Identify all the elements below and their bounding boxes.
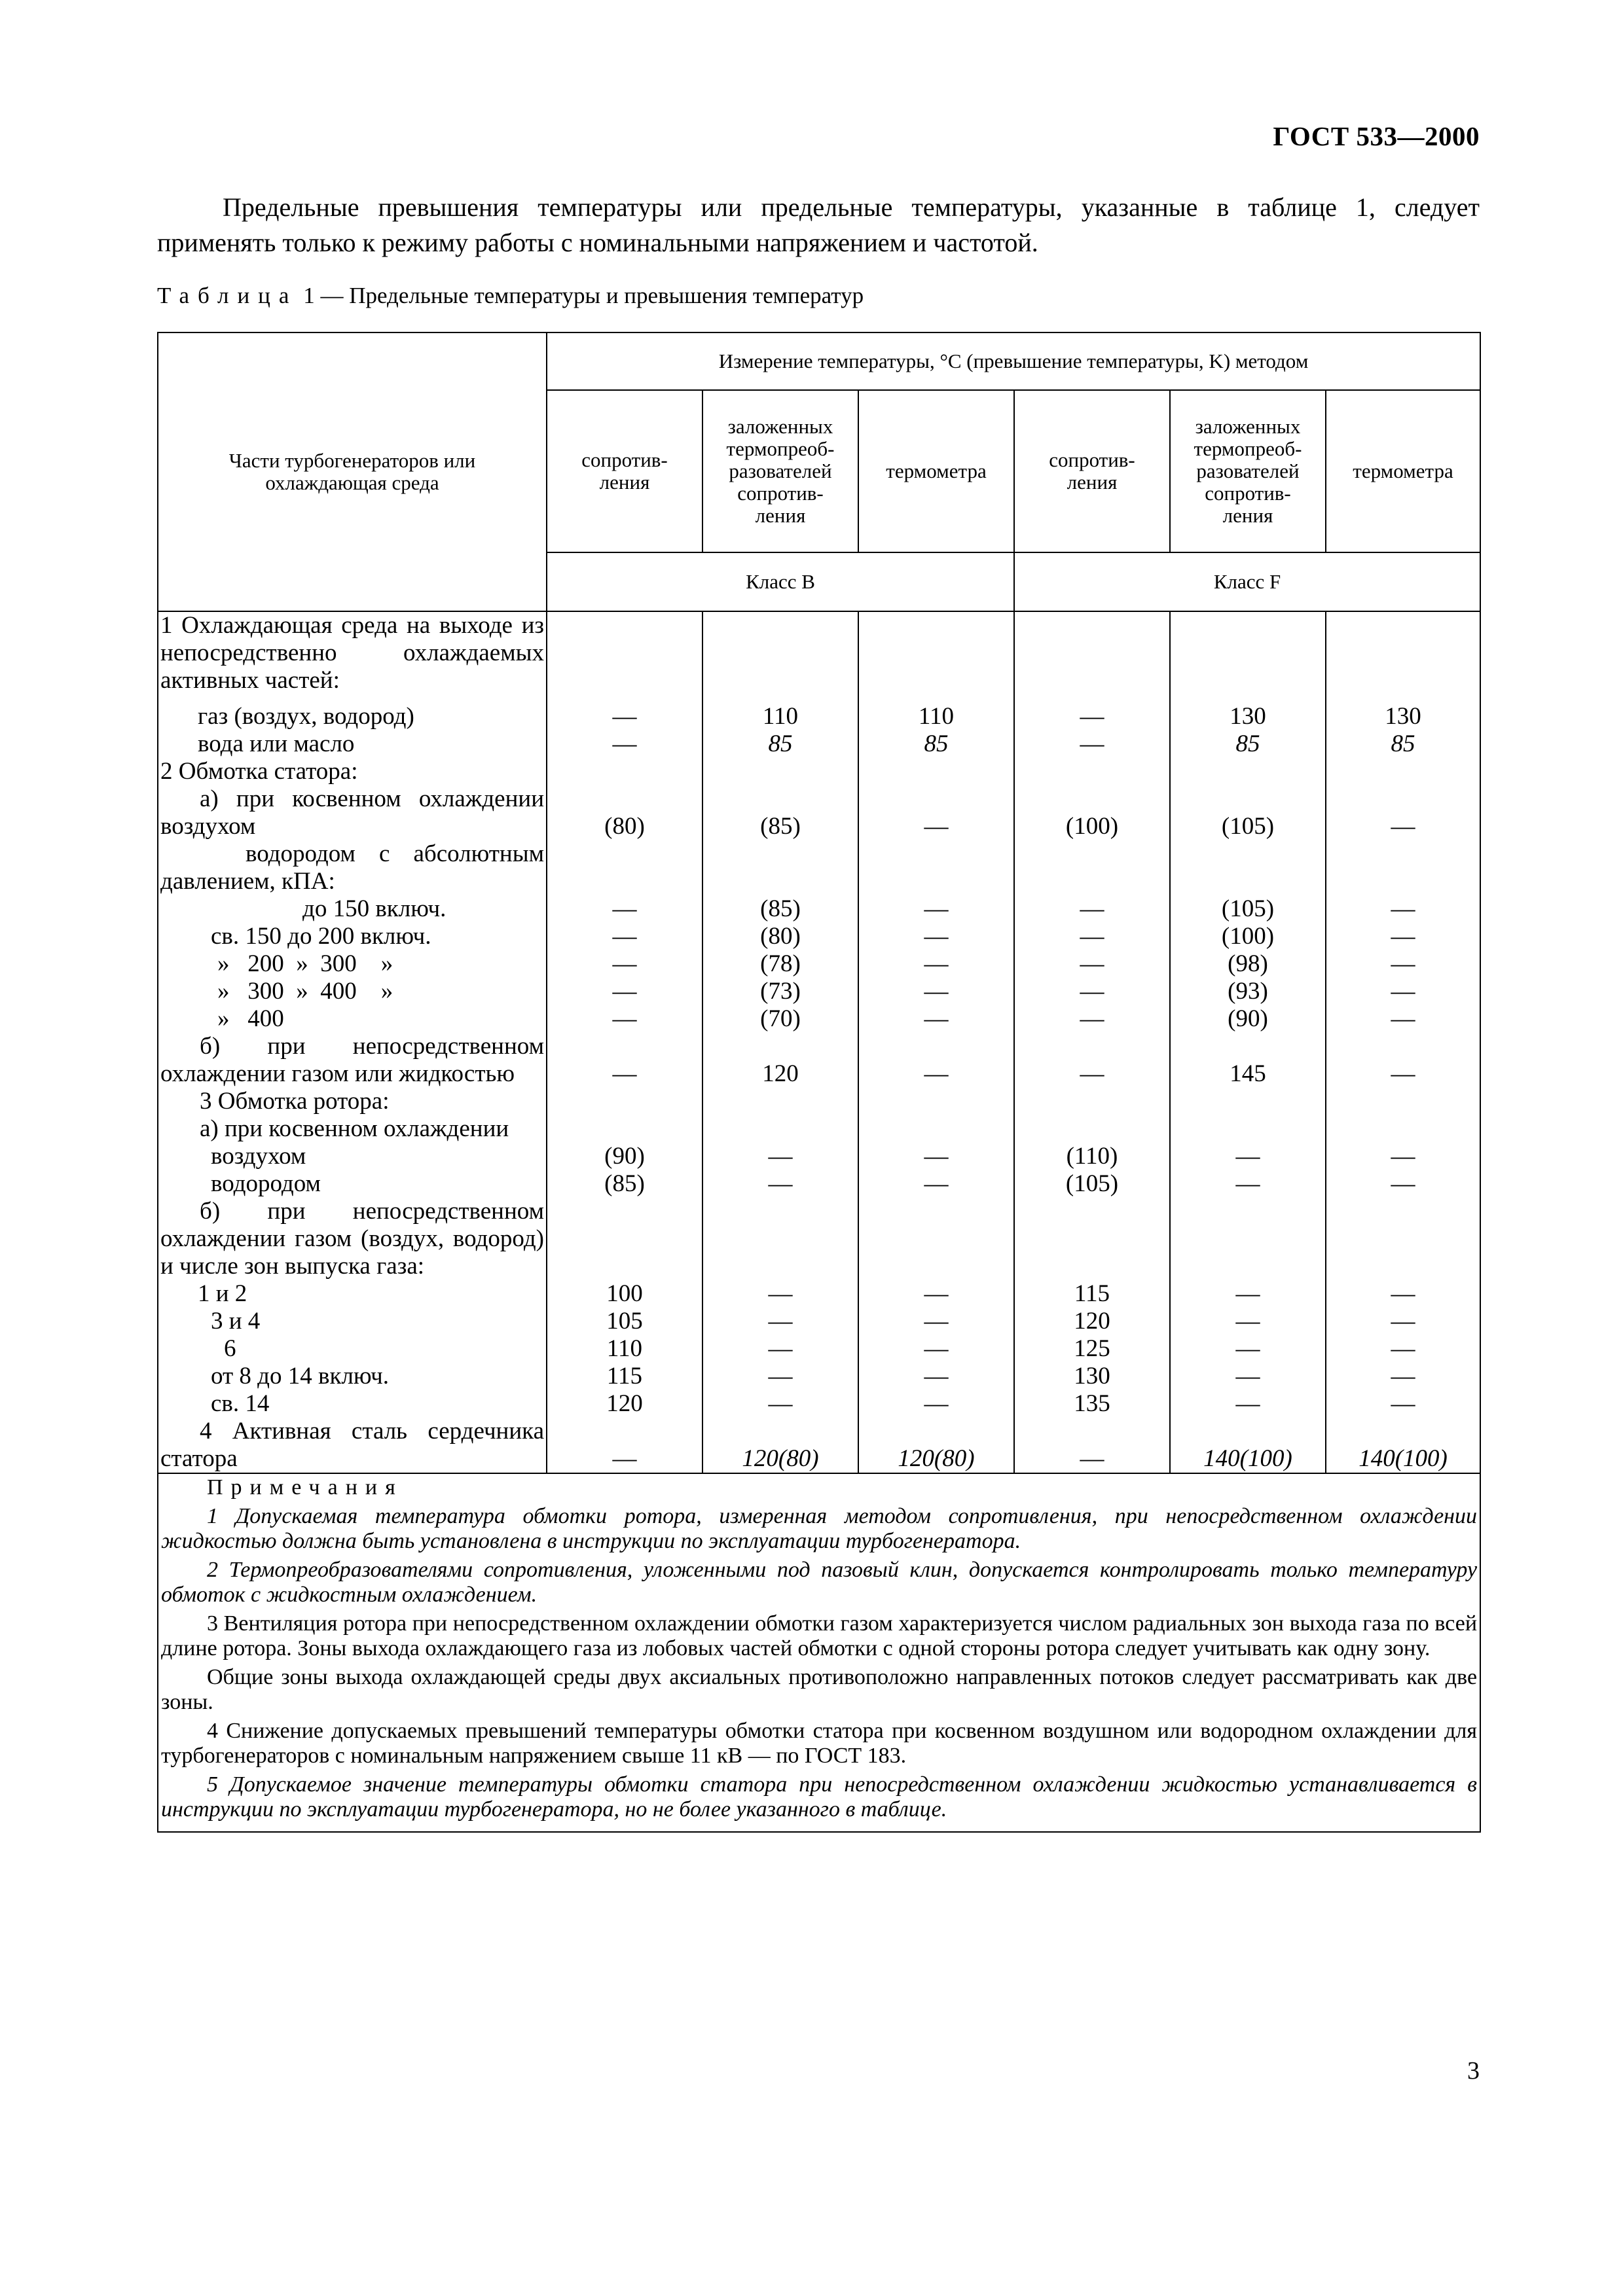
value-cell: — [1326,1390,1480,1418]
table-row [158,1198,1480,1280]
value-cell: — [702,1390,858,1418]
value-cell [858,840,1014,895]
row-label: вода или масло [158,730,547,758]
value-cell [702,611,858,703]
col-thermometer-f: термометра [1326,390,1480,552]
value-cell: 130 [1170,703,1326,730]
note-5: 5 Допускаемое значение температуры обмотки статора при непосредственном охлаждении жидкостью устанавливается в инструкции по эксплуатации турбогенератора, но не более указанного в таблице. [161,1772,1478,1821]
note-4: 4 Снижение допускаемых превышений температуры обмотки статора при косвенном воздушном или водородном охлаждении для турбогенераторов с номинальным напряжением свыше 11 кВ — по ГОСТ 183. [161,1719,1478,1768]
value-cell: — [1170,1170,1326,1198]
value-cell: — [858,1170,1014,1198]
value-cell [858,1115,1014,1143]
value-cell: — [547,978,702,1005]
value-cell [547,1088,702,1115]
note-3: 3 Вентиляция ротора при непосредственном охлаждении обмотки газом характеризуется числом радиальных зон выхода газа по всей длине ротора. Зоны выхода охлаждающего газа из лобовых частей обмотки с одной стороны ротора следует учитывать как одну зону. [161,1611,1478,1660]
value-cell: — [1326,1170,1480,1198]
row-label: а) при косвенном охлаждении воздухом [158,785,547,840]
value-cell: — [547,1033,702,1088]
value-cell: — [858,785,1014,840]
value-cell: — [547,1005,702,1033]
value-cell [1170,1115,1326,1143]
value-cell [1326,1198,1480,1280]
table-row [158,1088,1480,1115]
value-cell: — [547,703,702,730]
row-label: 3 Обмотка ротора: [158,1088,547,1115]
value-cell: — [1326,1143,1480,1170]
row-label: 1 и 2 [158,1280,547,1308]
col-thermometer-b: термометра [858,390,1014,552]
value-cell [1326,611,1480,703]
value-cell: (85) [547,1170,702,1198]
value-cell: — [858,1308,1014,1335]
intro-paragraph: Предельные превышения температуры или предельные температуры, указанные в таблице 1, следует применять только к режиму работы с номинальными напряжением и частотой. [157,192,1480,257]
table-row [158,1143,1480,1170]
value-cell: — [547,730,702,758]
value-cell [1014,840,1170,895]
table-row [158,1280,1480,1308]
value-cell [1014,611,1170,703]
value-cell [1170,758,1326,785]
table-row [158,895,1480,923]
row-label: б) при непосредственном охлаждении газом (воздух, водород) и числе зон выпуска газа: [158,1198,547,1280]
value-cell: — [1014,1005,1170,1033]
value-cell [1014,758,1170,785]
table-row [158,1115,1480,1143]
value-cell: — [547,950,702,978]
row-label: газ (воздух, водород) [158,703,547,730]
value-cell: 85 [1326,730,1480,758]
value-cell: — [702,1280,858,1308]
table-row [158,1335,1480,1363]
value-cell [1014,1115,1170,1143]
value-cell [702,1115,858,1143]
value-cell: — [858,1143,1014,1170]
value-cell: 130 [1326,703,1480,730]
value-cell: — [1014,1418,1170,1473]
value-cell: — [1326,1033,1480,1088]
value-cell: — [1014,950,1170,978]
value-cell: (80) [547,785,702,840]
value-cell: — [702,1170,858,1198]
value-cell: — [1014,895,1170,923]
table-row [158,923,1480,950]
col-embedded-f: заложенных термопреоб-разователей сопротив-ления [1170,390,1326,552]
value-cell: (80) [702,923,858,950]
row-label: до 150 включ. [158,895,547,923]
value-cell [702,758,858,785]
table-row [158,785,1480,840]
table-row [158,1390,1480,1418]
value-cell [547,1198,702,1280]
value-cell: — [1326,785,1480,840]
notes-heading: Примечания [207,1475,403,1499]
value-cell [1170,611,1326,703]
value-cell: — [1170,1308,1326,1335]
value-cell: 110 [547,1335,702,1363]
row-label: от 8 до 14 включ. [158,1363,547,1390]
value-cell: — [858,1363,1014,1390]
value-cell: 120 [702,1033,858,1088]
row-label: » 200 » 300 » [158,950,547,978]
value-cell: (93) [1170,978,1326,1005]
value-cell: — [702,1335,858,1363]
row-label: 1 Охлаждающая среда на выходе из непосредственно охлаждаемых активных частей: [158,611,547,703]
row-label: 3 и 4 [158,1308,547,1335]
table-row [158,840,1480,895]
col-resistance-f: сопротив-ления [1014,390,1170,552]
table-row [158,950,1480,978]
temperature-limits-table [157,332,1481,1833]
value-cell: (105) [1170,785,1326,840]
table-row [158,1418,1480,1473]
value-cell [1326,1115,1480,1143]
value-cell: (85) [702,785,858,840]
value-cell [1326,840,1480,895]
table-row [158,703,1480,730]
value-cell: (70) [702,1005,858,1033]
value-cell [858,1198,1014,1280]
value-cell: 110 [702,703,858,730]
notes-block [158,1473,1480,1832]
value-cell [547,611,702,703]
col-resistance-b: сопротив-ления [547,390,702,552]
value-cell [1170,1198,1326,1280]
value-cell: 120(80) [858,1418,1014,1473]
value-cell: (78) [702,950,858,978]
value-cell [858,758,1014,785]
row-label: » 300 » 400 » [158,978,547,1005]
row-label: » 400 [158,1005,547,1033]
value-cell: 110 [858,703,1014,730]
value-cell: — [1170,1363,1326,1390]
value-cell: 115 [547,1363,702,1390]
value-cell: — [858,1280,1014,1308]
value-cell: — [702,1143,858,1170]
value-cell: — [1014,703,1170,730]
table-caption [157,283,864,309]
value-cell: (73) [702,978,858,1005]
value-cell: 85 [858,730,1014,758]
table-row [158,978,1480,1005]
value-cell: — [1326,923,1480,950]
table-row [158,758,1480,785]
row-label: водородом с абсолютным давлением, кПА: [158,840,547,895]
value-cell: — [1326,895,1480,923]
value-cell: 140(100) [1326,1418,1480,1473]
table-row [158,611,1480,703]
value-cell: — [858,1390,1014,1418]
value-cell: (110) [1014,1143,1170,1170]
document-code: ГОСТ 533—2000 [1273,121,1480,151]
row-label: св. 150 до 200 включ. [158,923,547,950]
col-embedded-b: заложенных термопреоб-разователей сопротив-ления [702,390,858,552]
value-cell: — [1170,1335,1326,1363]
table-caption-text: 1 — Предельные температуры и превышения температур [297,283,864,308]
value-cell: — [1326,1280,1480,1308]
value-cell [547,840,702,895]
value-cell: — [702,1363,858,1390]
table-row [158,1363,1480,1390]
value-cell: 120 [1014,1308,1170,1335]
value-cell: 140(100) [1170,1418,1326,1473]
value-cell: — [1170,1143,1326,1170]
table-row [158,1005,1480,1033]
value-cell [547,1115,702,1143]
value-cell: 125 [1014,1335,1170,1363]
value-cell: — [1326,978,1480,1005]
value-cell: 115 [1014,1280,1170,1308]
value-cell: — [1326,1363,1480,1390]
value-cell: — [1170,1280,1326,1308]
row-label: водородом [158,1170,547,1198]
value-cell: — [702,1308,858,1335]
note-2: 2 Термопреобразователями сопротивления, уложенными под пазовый клин, допускается контролировать только температуру обмоток с жидкостным охлаждением. [161,1558,1478,1607]
value-cell: — [858,978,1014,1005]
value-cell: — [1014,730,1170,758]
value-cell: — [547,1418,702,1473]
value-cell [1170,840,1326,895]
value-cell [702,840,858,895]
note-1: 1 Допускаемая температура обмотки ротора, измеренная методом сопротивления, при непосредственном охлаждении жидкостью должна быть установлена в инструкции по эксплуатации турбогенератора. [161,1504,1478,1553]
value-cell: (98) [1170,950,1326,978]
row-label: св. 14 [158,1390,547,1418]
value-cell [1326,1088,1480,1115]
value-cell [1014,1088,1170,1115]
value-cell: — [1326,1335,1480,1363]
note-3-continued: Общие зоны выхода охлаждающей среды двух аксиальных противоположно направленных потоков следует рассматривать как две зоны. [161,1665,1478,1714]
value-cell [702,1088,858,1115]
value-cell: — [858,895,1014,923]
class-f-header: Класс F [1014,552,1480,611]
value-cell: — [858,923,1014,950]
value-cell: — [1014,923,1170,950]
value-cell: 145 [1170,1033,1326,1088]
table-row [158,1170,1480,1198]
value-cell: 85 [1170,730,1326,758]
value-cell: — [1326,950,1480,978]
value-cell: — [858,950,1014,978]
value-cell: 100 [547,1280,702,1308]
value-cell: — [547,923,702,950]
value-cell: 120 [547,1390,702,1418]
row-label: 2 Обмотка статора: [158,758,547,785]
value-cell: 130 [1014,1363,1170,1390]
value-cell [702,1198,858,1280]
row-label: а) при косвенном охлаждении [158,1115,547,1143]
value-cell: — [858,1033,1014,1088]
value-cell [547,758,702,785]
row-label: б) при непосредственном охлаждении газом или жидкостью [158,1033,547,1088]
value-cell: 105 [547,1308,702,1335]
table-row [158,730,1480,758]
value-cell: (105) [1170,895,1326,923]
value-cell: — [1014,1033,1170,1088]
value-cell: 135 [1014,1390,1170,1418]
value-cell: — [1170,1390,1326,1418]
table-caption-word: Таблица [157,283,298,308]
value-cell [1326,758,1480,785]
value-cell: (105) [1014,1170,1170,1198]
value-cell: — [858,1005,1014,1033]
value-cell [1170,1088,1326,1115]
row-label: 6 [158,1335,547,1363]
value-cell: (90) [547,1143,702,1170]
value-cell: (85) [702,895,858,923]
value-cell: (100) [1014,785,1170,840]
page-number: 3 [1467,2057,1480,2085]
value-cell: — [1014,978,1170,1005]
value-cell: — [1326,1005,1480,1033]
value-cell: (90) [1170,1005,1326,1033]
parts-header: Части турбогенераторов или охлаждающая среда [158,332,547,611]
class-b-header: Класс B [547,552,1014,611]
value-cell: 85 [702,730,858,758]
value-cell [858,1088,1014,1115]
value-cell [858,611,1014,703]
table-row [158,1308,1480,1335]
value-cell [1014,1198,1170,1280]
table-row [158,1033,1480,1088]
row-label: 4 Активная сталь сердечника статора [158,1418,547,1473]
value-cell: (100) [1170,923,1326,950]
row-label: воздухом [158,1143,547,1170]
value-cell: — [858,1335,1014,1363]
value-cell: — [547,895,702,923]
value-cell: — [1326,1308,1480,1335]
value-cell: 120(80) [702,1418,858,1473]
measure-method-header: Измерение температуры, °С (превышение температуры, K) методом [547,332,1480,390]
